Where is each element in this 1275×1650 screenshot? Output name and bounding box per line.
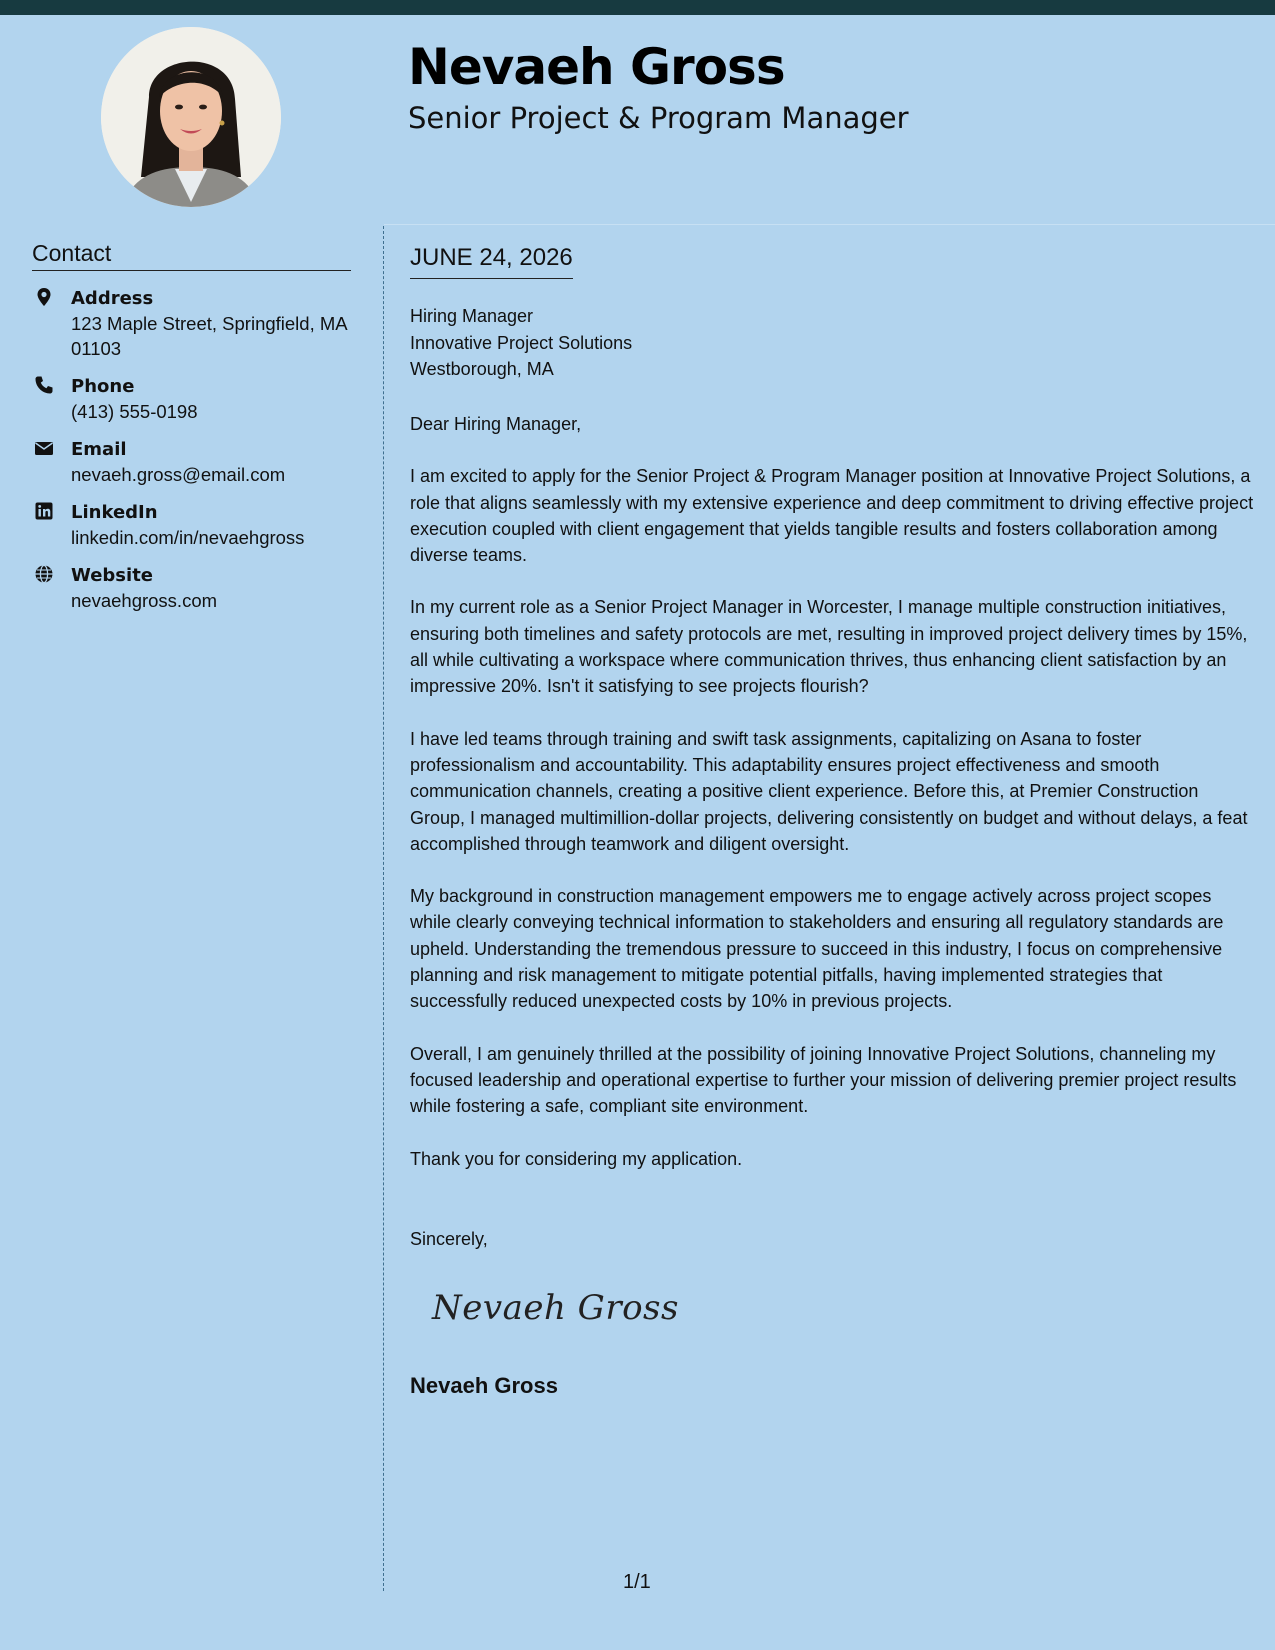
contact-heading: Contact — [32, 240, 351, 271]
letter-body — [410, 411, 1256, 1198]
body-paragraph: I am excited to apply for the Senior Project & Program Manager position at Innovative Project Solutions, a role that aligns seamlessly with my extensive experience and deep commitment to driving effective project execution coupled with client engagement that yields tangible results and fosters collaboration among diverse teams. — [410, 466, 1254, 566]
contact-item-address — [32, 286, 362, 361]
contact-value[interactable]: nevaeh.gross@email.com — [71, 464, 286, 485]
contact-value: 123 Maple Street, Springfield, MA — [71, 313, 348, 334]
applicant-name: Nevaeh Gross — [408, 38, 785, 96]
salutation: Dear Hiring Manager, — [410, 414, 582, 434]
body-paragraph: Overall, I am genuinely thrilled at the possibility of joining Innovative Project Solutions, channeling my focused leadership and operational expertise to further your mission of delivering premier project results while fostering a safe, compliant site environment. — [410, 1043, 1237, 1117]
applicant-title: Senior Project & Program Manager — [408, 101, 909, 135]
globe-icon — [34, 564, 54, 584]
closing: Sincerely, — [410, 1229, 488, 1249]
map-pin-icon — [34, 287, 54, 307]
contact-value[interactable]: linkedin.com/in/nevaehgross — [71, 527, 305, 548]
contact-item-linkedin — [32, 500, 362, 550]
body-paragraph: I have led teams through training and swift task assignments, capitalizing on Asana to foster professionalism and accountability. This adaptability ensures project effectiveness and smooth communication channels, creating a positive client experience. Before this, at Premier Construction Group, I managed multimillion-dollar projects, delivering consistently on budget and without delays, a feat accomplished through teamwork and diligent oversight. — [410, 728, 1248, 854]
avatar — [101, 27, 281, 207]
letter-date: JUNE 24, 2026 — [410, 244, 573, 279]
recipient-line: Innovative Project Solutions — [410, 332, 633, 353]
recipient-line: Hiring Manager — [410, 306, 534, 326]
header-divider — [384, 224, 1275, 225]
column-divider — [383, 226, 384, 1591]
linkedin-icon — [34, 501, 54, 521]
signer-name: Nevaeh Gross — [410, 1373, 558, 1398]
body-paragraph: My background in construction management empowers me to engage actively across project scopes while clearly conveying technical information to stakeholders and ensuring all regulatory standards are upheld. Understanding the tremendous pressure to succeed in this industry, I focus on comprehensive planning and risk management to mitigate potential pitfalls, having implemented strategies that successfully reduced unexpected costs by 10% in previous projects. — [410, 886, 1224, 1012]
handwritten-signature: Nevaeh Gross — [432, 1288, 679, 1328]
contact-item-phone — [32, 374, 362, 424]
recipient-block — [410, 303, 632, 383]
phone-icon — [34, 375, 54, 395]
contact-label: Email — [71, 439, 127, 460]
body-paragraph: In my current role as a Senior Project Manager in Worcester, I manage multiple construction initiatives, ensuring both timelines and safety protocols are met, resulting in improved project delivery times by 15%, all while cultivating a workspace where communication thrives, thus enhancing client satisfaction by an impressive 20%. Isn't it satisfying to see projects flourish? — [410, 597, 1248, 697]
contact-label: Website — [71, 565, 154, 586]
contact-item-email — [32, 437, 362, 487]
contact-item-website — [32, 563, 362, 613]
contact-value: (413) 555-0198 — [71, 401, 198, 422]
contact-label: LinkedIn — [71, 502, 158, 523]
body-paragraph: Thank you for considering my application. — [410, 1148, 743, 1169]
contact-label: Address — [71, 288, 154, 309]
recipient-line: Westborough, MA — [410, 359, 554, 379]
top-accent-bar — [0, 0, 1275, 15]
contact-label: Phone — [71, 376, 135, 397]
page-number: 1/1 — [623, 1571, 651, 1593]
envelope-icon — [34, 438, 54, 458]
contact-value[interactable]: nevaehgross.com — [71, 590, 218, 611]
contact-value: 01103 — [71, 338, 122, 359]
profile-photo — [101, 27, 281, 207]
contact-list — [32, 286, 362, 626]
